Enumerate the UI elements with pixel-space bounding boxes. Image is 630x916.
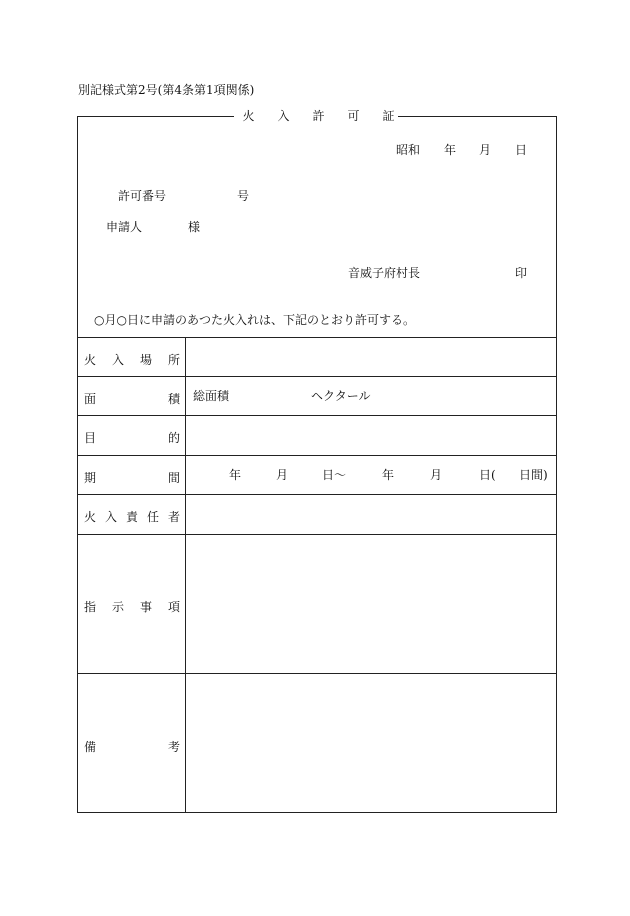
title-char: 証 bbox=[382, 109, 395, 123]
permit-number-suffix: 号 bbox=[237, 189, 250, 203]
form-frame bbox=[77, 116, 557, 813]
row-label-responsible-person: 火 入 責 任 者 bbox=[84, 510, 180, 524]
label-column-divider bbox=[185, 337, 186, 813]
period-start-day: 日～ bbox=[322, 468, 347, 482]
seal-mark: 印 bbox=[515, 266, 528, 280]
table-line bbox=[77, 455, 557, 456]
title-char: 許 bbox=[312, 109, 325, 123]
table-line bbox=[77, 376, 557, 377]
applicant-label: 申請人 bbox=[106, 220, 143, 234]
table-line bbox=[77, 673, 557, 674]
mayor-label: 音威子府村長 bbox=[348, 266, 421, 280]
date-month: 月 bbox=[479, 143, 492, 157]
row-label-burn-location: 火 入 場 所 bbox=[84, 353, 180, 367]
permit-statement: ○月○日に申請のあつた火入れは、下記のとおり許可する。 bbox=[94, 313, 415, 327]
area-total-label: 総面積 bbox=[193, 389, 230, 403]
date-year: 年 bbox=[444, 143, 457, 157]
table-line bbox=[77, 494, 557, 495]
applicant-suffix: 様 bbox=[188, 220, 201, 234]
date-era: 昭和 bbox=[396, 143, 421, 157]
date-day: 日 bbox=[515, 143, 528, 157]
period-end-month: 月 bbox=[430, 468, 443, 482]
row-label-remarks: 備 考 bbox=[84, 740, 180, 754]
title-char: 火 bbox=[242, 109, 255, 123]
period-days: 日間) bbox=[519, 468, 548, 482]
row-label-area: 面 積 bbox=[84, 392, 180, 406]
form-label: 別記様式第2号(第4条第1項関係) bbox=[78, 83, 255, 97]
period-start-year: 年 bbox=[229, 468, 242, 482]
row-label-purpose: 目 的 bbox=[84, 431, 180, 445]
permit-number-label: 許可番号 bbox=[118, 189, 167, 203]
period-end-year: 年 bbox=[382, 468, 395, 482]
title-char: 可 bbox=[347, 109, 360, 123]
table-line bbox=[77, 337, 557, 338]
table-line bbox=[77, 415, 557, 416]
table-line bbox=[77, 534, 557, 535]
period-start-month: 月 bbox=[276, 468, 289, 482]
row-label-period: 期 間 bbox=[84, 471, 180, 485]
area-unit-label: ヘクタール bbox=[311, 389, 371, 403]
period-end-day: 日( bbox=[479, 468, 496, 482]
title-char: 入 bbox=[277, 109, 290, 123]
row-label-instructions: 指 示 事 項 bbox=[84, 600, 180, 614]
